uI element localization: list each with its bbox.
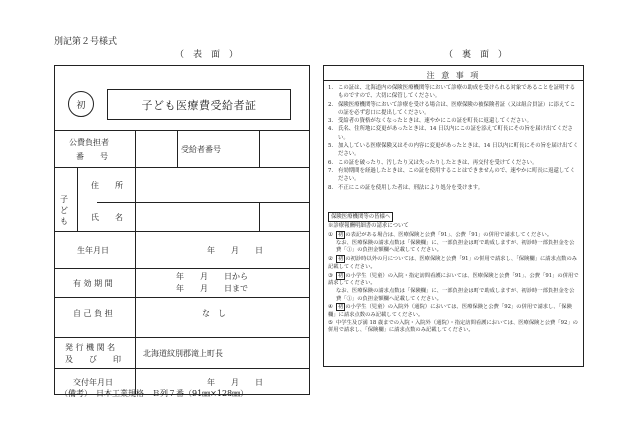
billing-item <box>328 272 579 288</box>
note-number: 3. <box>328 118 334 125</box>
note-text: 不正にこの証を使用した者は、刑法により処分を受けます。 <box>338 184 484 191</box>
note-number: 2. <box>328 101 334 108</box>
divider <box>55 268 309 269</box>
validity-to: 年 月 日まで <box>176 284 248 293</box>
divider <box>55 167 309 168</box>
divider <box>259 202 260 231</box>
billing-item-text: 中学生及び満 18 歳までの入院・入院外（通院）・指定訪問看護においては、医療保険と公費「92」の併用で請求し、「保険欄」に請求点数のみ記載してください。 <box>328 319 578 334</box>
front-card <box>54 65 310 395</box>
note-item <box>328 142 579 159</box>
billing-item <box>328 303 579 319</box>
card-title: 子ども医療費受給者証 <box>107 89 291 120</box>
billing-item-text: の初診時以外の月については、医療保険と公費「91」の併用で請求し、「保険欄」に請求点数のみ記載してください。 <box>328 256 578 270</box>
notes-title: 注 意 事 項 <box>426 71 481 80</box>
divider <box>135 130 136 167</box>
billing-item-number: ④ <box>328 304 333 311</box>
self-pay-label: 自 己 負 担 <box>73 309 113 318</box>
note-number: 5. <box>328 143 334 150</box>
notice-box-label: 保険医療機関等の皆様へ <box>328 212 393 222</box>
note-text: 保険医療機関等において診療を受ける場合は、医療保険の被保険者証（又は組合員証）に添えてこの証を必ず窓口に提出してください。 <box>338 101 576 116</box>
billing-item <box>328 231 579 240</box>
note-number: 4. <box>328 126 334 133</box>
billing-item-number: ⑤ <box>328 319 333 326</box>
divider <box>135 337 136 368</box>
validity-label: 有 効 期 間 <box>73 279 113 288</box>
divider <box>324 80 583 81</box>
issue-date-label: 交付年月日 <box>73 378 113 387</box>
issuer-value: 北海道紋別郡滝上町長 <box>143 349 223 358</box>
divider <box>77 167 78 231</box>
billing-item-text: の表記がある場合は、医療保険と公費「91」、公費「91」の併用で請求してください。 <box>345 232 553 238</box>
issuer-label-2: 及 び 印 <box>65 355 121 364</box>
note-text: この証は、北海道内の保険医療機関等において診療の助成を受けられる対象であることを証明するものですので、大切に保管してください。 <box>338 85 576 100</box>
recipient-number-label: 受給者番号 <box>181 145 221 154</box>
billing-item <box>328 320 579 335</box>
note-item <box>328 84 579 101</box>
billing-item <box>328 255 579 271</box>
note-number: 7. <box>328 167 334 174</box>
self-pay-value: な し <box>202 309 226 318</box>
back-card <box>323 65 584 367</box>
birth-date-value: 年 月 日 <box>207 246 263 255</box>
note-text: 加入している医療保険又はその内容に変更があったときは、14 日以内に町長にその旨を届け出てください。 <box>338 143 579 158</box>
payer-number-label: 公費負担者 <box>69 138 109 147</box>
note-item <box>328 101 579 118</box>
divider <box>55 231 309 232</box>
first-visit-tag: 初 <box>338 272 344 279</box>
first-visit-tag: 初 <box>338 232 344 238</box>
first-visit-badge: 初 <box>68 91 94 117</box>
note-number: 6. <box>328 159 334 166</box>
back-side-label: （ 裏 面 ） <box>444 50 508 60</box>
child-section-label: 子ども <box>60 195 68 226</box>
divider <box>259 130 260 167</box>
note-item <box>328 117 579 125</box>
divider <box>135 167 136 337</box>
note-text: この証を破ったり、汚したり又は失ったりしたときは、再交付を受けてください。 <box>338 159 538 166</box>
billing-item-number: ① <box>328 232 333 238</box>
note-item <box>328 159 579 167</box>
divider <box>97 202 309 203</box>
address-label: 住 所 <box>91 181 123 190</box>
billing-item-number: ③ <box>328 272 333 279</box>
billing-item-note: なお、医療保険の請求点数は「保険欄」に、一部負担金は町で助成しますが、初診時一部負担金を公費「①」の負担金額欄へ記載してください。 <box>336 287 575 302</box>
note-item <box>328 125 579 142</box>
divider <box>55 130 309 131</box>
issuer-label: 発 行 機 関 名 <box>65 343 116 352</box>
birth-date-label: 生年月日 <box>77 246 109 255</box>
first-visit-tag: 初 <box>338 256 344 263</box>
note-text: 受給者の資格がなくなったときは、速やかにこの証を町長に返還してください。 <box>338 118 533 125</box>
divider <box>177 130 178 167</box>
validity-from: 年 月 日から <box>176 272 248 281</box>
footnote: （備考） 日本工業規格 Ｂ列７番（91㎜×128㎜） <box>60 389 249 398</box>
billing-sub-label: ※診療報酬明細書の請求について <box>328 223 409 229</box>
note-number: 1. <box>328 85 334 91</box>
name-label: 氏 名 <box>91 213 123 222</box>
note-text: 有効期間を経過したときは、この証を使用することはできませんので、速やかに町長に返還してください。 <box>338 167 576 183</box>
note-number: 8. <box>328 184 334 191</box>
issue-date-value: 年 月 日 <box>207 378 263 387</box>
billing-item-text: の小学生（児童）の入院外（通院）においては、医療保険と公費「92」の併用で請求し、「保険欄」に請求点数のみ記載してください。 <box>328 304 572 319</box>
billing-items <box>328 231 579 335</box>
note-text: 氏名、住所地に変更があったときは、14 日以内にこの証を添えて町長にその旨を届け出てください。 <box>338 126 573 141</box>
note-item <box>328 167 579 184</box>
divider <box>55 337 309 338</box>
notes-list <box>328 84 579 192</box>
front-side-label: （ 表 面 ） <box>175 50 239 60</box>
divider <box>55 297 309 298</box>
billing-item-note: なお、医療保険の請求点数は「保険欄」に、一部負担金は町で助成しますが、初診時一部負担金を公費「①」の負担金額欄へ記載してください。 <box>336 239 575 254</box>
note-item <box>328 184 579 192</box>
billing-item-number: ② <box>328 256 333 263</box>
form-number: 別記第２号様式 <box>54 37 118 47</box>
divider <box>55 368 309 369</box>
first-visit-tag: 初 <box>338 304 344 311</box>
payer-number-label-2: 番 号 <box>76 152 108 161</box>
billing-item-text: の小学生（児童）の入院・指定訪問看護においては、医療保険と公費「91」、公費「91」の併用で請求してください。 <box>328 272 579 287</box>
